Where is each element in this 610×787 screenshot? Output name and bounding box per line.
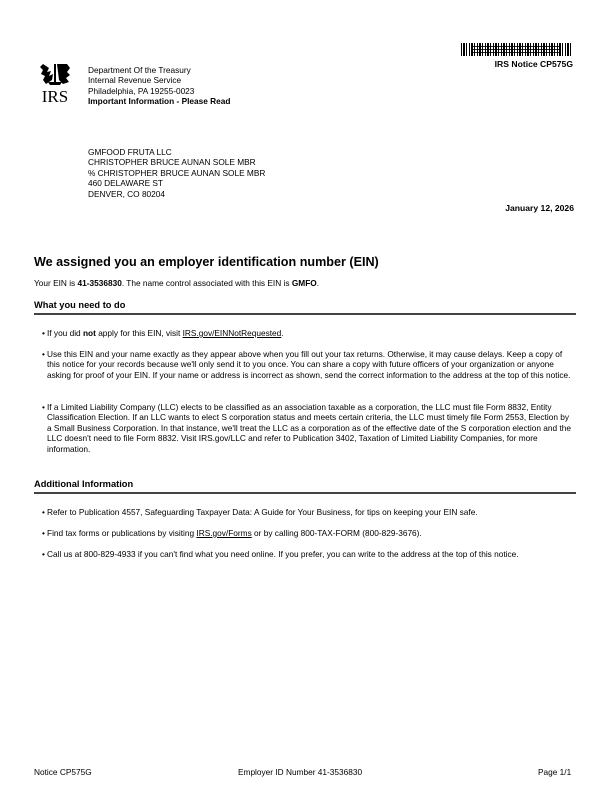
ein-statement bbox=[34, 278, 319, 288]
notice-date: January 12, 2026 bbox=[505, 203, 574, 213]
irs-forms-link[interactable]: IRS.gov/Forms bbox=[196, 528, 252, 538]
section-divider bbox=[34, 313, 576, 315]
list-item: • Use this EIN and your name exactly as they appear above when you fill out your tax returns. Otherwise, it may cause delays. Keep a copy of this notice for your records because we'll only send it to you once. You can share a copy with future officers of your organization or anyone asking for proof of your EIN. If your name or address is incorrect as shown, send the correct information to the address at the top of this notice. bbox=[42, 349, 571, 380]
notice-id: IRS Notice CP575G bbox=[494, 59, 573, 69]
important-info-line: Important Information - Please Read bbox=[88, 96, 231, 107]
address-line: CHRISTOPHER BRUCE AUNAN SOLE MBR bbox=[88, 157, 256, 168]
ein-suffix: . bbox=[316, 278, 320, 288]
name-control: GMFO bbox=[291, 278, 317, 288]
address-line: 460 DELAWARE ST bbox=[88, 178, 164, 189]
agency-line: Philadelphia, PA 19255-0023 bbox=[88, 85, 195, 96]
recipient-address bbox=[88, 147, 265, 199]
agency-line: Department Of the Treasury bbox=[88, 65, 191, 75]
agency-line: Internal Revenue Service bbox=[88, 75, 182, 86]
address-line: % CHRISTOPHER BRUCE AUNAN SOLE MBR bbox=[88, 167, 266, 178]
list-item: • Call us at 800-829-4933 if you can't find what you need online. If you prefer, you can write to the address at the top of this notice. bbox=[42, 549, 519, 559]
ein-prefix: Your EIN is bbox=[34, 278, 78, 288]
list-item: • Find tax forms or publications by visiting IRS.gov/Forms or by calling 800-TAX-FORM (800-829-3676). bbox=[42, 528, 422, 538]
ein-middle: . The name control associated with this EIN is bbox=[121, 278, 292, 288]
agency-block bbox=[88, 65, 230, 107]
section-heading-what-to-do: What you need to do bbox=[34, 300, 126, 310]
address-line: DENVER, CO 80204 bbox=[88, 188, 166, 199]
list-item: • If you did not apply for this EIN, visit IRS.gov/EINNotRequested. bbox=[42, 328, 284, 338]
footer-ein: Employer ID Number 41-3536830 bbox=[238, 767, 363, 777]
irs-logo-icon bbox=[37, 62, 73, 106]
ein-not-requested-link[interactable]: IRS.gov/EINNotRequested bbox=[182, 328, 282, 338]
footer-notice: Notice CP575G bbox=[34, 767, 92, 777]
list-item: • If a Limited Liability Company (LLC) elects to be classified as an association taxable as a corporation, the LLC must file Form 8832, Entity Classification Election. If an LLC wants to elect S corporation status and meets certain criteria, the LLC must timely file Form 2553, Election by a Small Business Corporation. In that instance, we'll treat the LLC as a corporation as of the effective date of the S corporation election and the LLC doesn't need to file Form 8832. Visit IRS.gov/LLC and refer to Publication 3402, Taxation of Limited Liability Companies, for more information. bbox=[42, 402, 571, 454]
list-item: • Refer to Publication 4557, Safeguarding Taxpayer Data: A Guide for Your Business, for tips on keeping your EIN safe. bbox=[42, 507, 478, 517]
footer-page: Page 1/1 bbox=[538, 767, 572, 777]
svg-text:IRS: IRS bbox=[41, 87, 69, 106]
section-divider bbox=[34, 492, 576, 494]
address-line: GMFOOD FRUTA LLC bbox=[88, 147, 172, 157]
ein-value: 41-3536830 bbox=[77, 278, 122, 288]
section-heading-additional-info: Additional Information bbox=[34, 479, 134, 489]
barcode bbox=[461, 43, 573, 56]
page-title: We assigned you an employer identification number (EIN) bbox=[34, 255, 379, 269]
